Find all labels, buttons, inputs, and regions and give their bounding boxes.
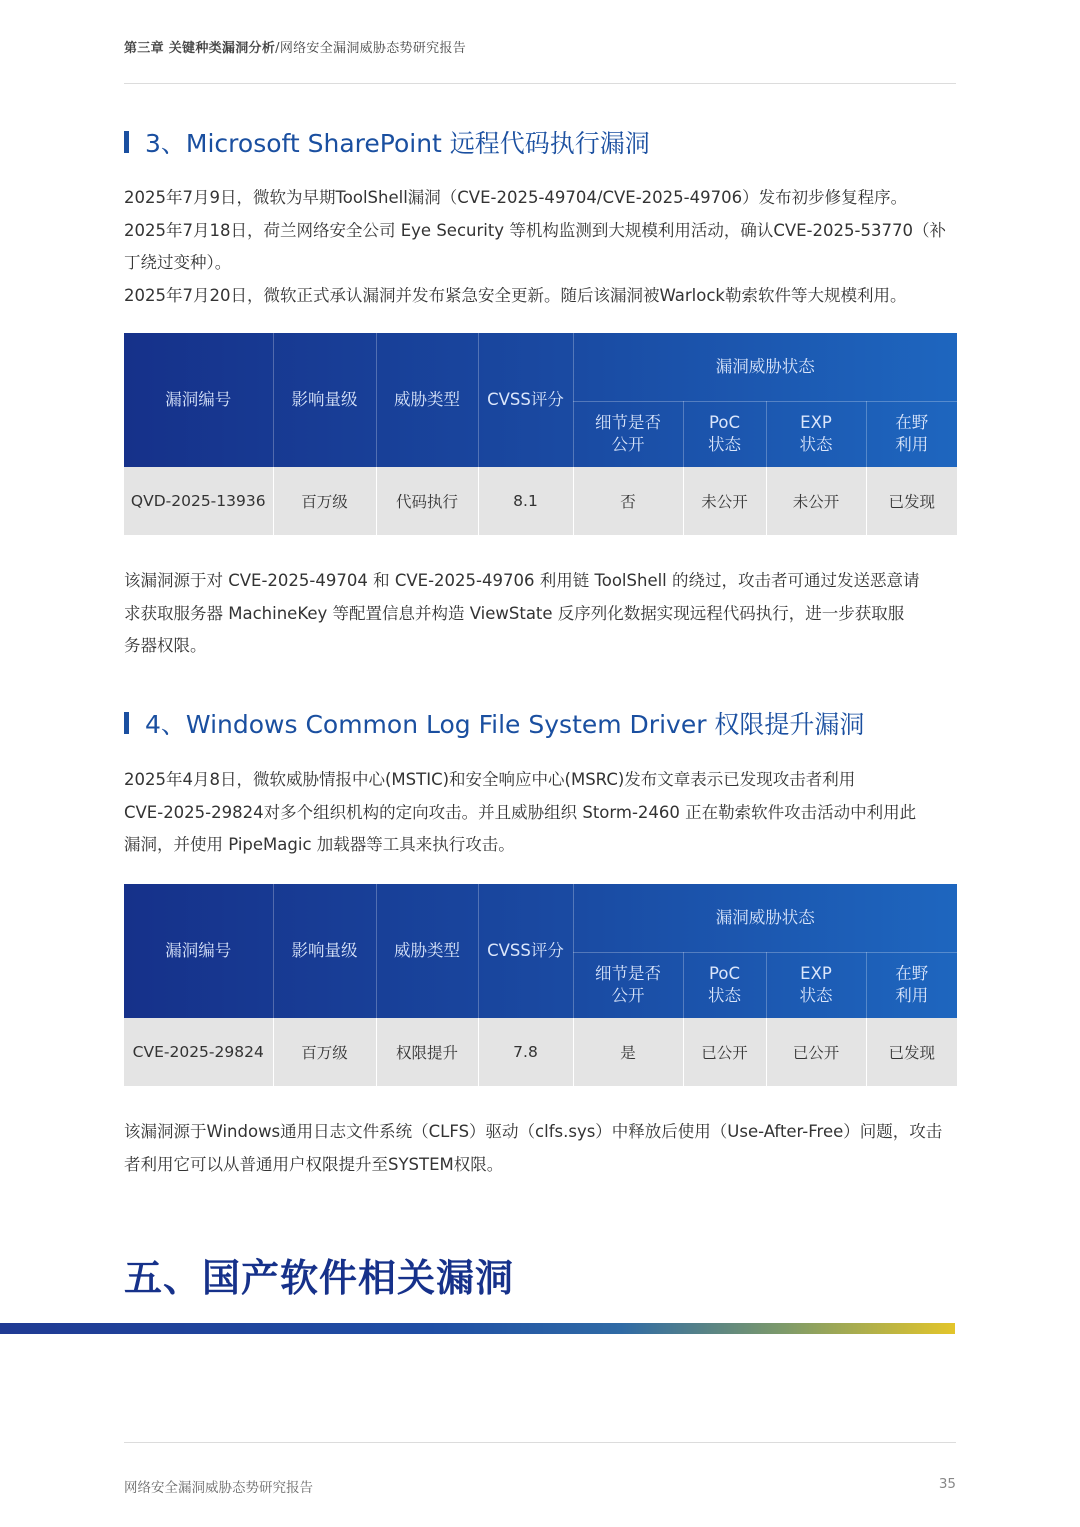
- col-header-threat-type: 威胁类型: [376, 884, 478, 1018]
- cell-poc-status: 已公开: [683, 1018, 766, 1086]
- header-line: PoC: [709, 413, 740, 433]
- header-line: 细节是否: [595, 413, 661, 433]
- col-header-details-public: [573, 401, 683, 467]
- header-divider: [124, 83, 956, 84]
- header-line: EXP: [800, 964, 832, 984]
- chapter-5-heading: 五、国产软件相关漏洞: [124, 1256, 515, 1300]
- header-line: 状态: [708, 986, 741, 1006]
- header-line: 在野: [895, 964, 929, 984]
- table-row: [124, 1018, 957, 1086]
- cell-details-public: 否: [573, 467, 683, 535]
- cell-exp-status: 未公开: [766, 467, 866, 535]
- cell-threat-type: 权限提升: [376, 1018, 478, 1086]
- cell-cvss-score: 7.8: [478, 1018, 573, 1086]
- col-group-threat-status: 漏洞威胁状态: [715, 907, 815, 927]
- vulnerability-table-clfs: [124, 884, 957, 1086]
- cell-impact-scale: 百万级: [273, 467, 376, 535]
- paragraph-line: 2025年7月20日，微软正式承认漏洞并发布紧急安全更新。随后该漏洞被Warlock勒索软件等大规模利用。: [124, 285, 907, 305]
- paragraph-line: 丁绕过变种）。: [124, 253, 232, 272]
- col-header-cvss-score: CVSS评分: [478, 333, 573, 467]
- header-line: 公开: [611, 435, 645, 455]
- cell-details-public: 是: [573, 1018, 683, 1086]
- paragraph-line: 该漏洞源于Windows通用日志文件系统（CLFS）驱动（clfs.sys）中释放后使用（Use-After-Free）问题，攻击: [124, 1122, 943, 1141]
- cell-impact-scale: 百万级: [273, 1018, 376, 1086]
- section-4-title-text: 4、Windows Common Log File System Driver 权限提升漏洞: [145, 710, 865, 739]
- vulnerability-table-sharepoint: [124, 333, 957, 535]
- footer-report-title: 网络安全漏洞威胁态势研究报告: [124, 1480, 313, 1496]
- paragraph-line: 2025年7月18日，荷兰网络安全公司 Eye Security 等机构监测到大规模利用活动，确认CVE-2025-53770（补: [124, 220, 946, 240]
- col-header-exp-status: [766, 952, 866, 1018]
- header-line: 细节是否: [595, 964, 661, 984]
- section-4-description: [124, 1116, 960, 1181]
- page-number: 35: [938, 1476, 956, 1492]
- paragraph-line: 求获取服务器 MachineKey 等配置信息并构造 ViewState 反序列化数据实现远程代码执行，进一步获取服: [124, 603, 905, 623]
- cell-exp-status: 已公开: [766, 1018, 866, 1086]
- paragraph-line: 务器权限。: [124, 636, 207, 655]
- cell-in-the-wild: 已发现: [866, 1018, 957, 1086]
- header-line: 状态: [708, 435, 741, 455]
- header-line: 利用: [895, 986, 929, 1006]
- col-header-vuln-id: 漏洞编号: [124, 333, 273, 467]
- col-header-in-the-wild: [866, 401, 957, 467]
- col-header-vuln-id: 漏洞编号: [124, 884, 273, 1018]
- header-line: 在野: [895, 413, 929, 433]
- cell-threat-type: 代码执行: [376, 467, 478, 535]
- col-header-poc-status: [683, 401, 766, 467]
- cell-cvss-score: 8.1: [478, 467, 573, 535]
- header-chapter: 第三章 关键种类漏洞分析: [124, 41, 276, 56]
- col-group-threat-status: 漏洞威胁状态: [715, 356, 815, 376]
- header-line: 利用: [895, 435, 929, 455]
- paragraph-line: 2025年7月9日，微软为早期ToolShell漏洞（CVE-2025-49704/CVE-2025-49706）发布初步修复程序。: [124, 188, 908, 207]
- col-header-details-public: [573, 952, 683, 1018]
- table-row: [124, 467, 957, 535]
- section-3-intro: [124, 182, 960, 312]
- header-line: PoC: [709, 964, 740, 984]
- header-line: EXP: [800, 413, 832, 433]
- section-3-title-text: 3、Microsoft SharePoint 远程代码执行漏洞: [145, 129, 650, 158]
- col-header-impact-scale: 影响量级: [273, 333, 376, 467]
- col-header-threat-type: 威胁类型: [376, 333, 478, 467]
- col-header-exp-status: [766, 401, 866, 467]
- paragraph-line: 该漏洞源于对 CVE-2025-49704 和 CVE-2025-49706 利用链 ToolShell 的绕过，攻击者可通过发送恶意请: [124, 571, 920, 590]
- header-line: 状态: [799, 986, 833, 1006]
- col-header-poc-status: [683, 952, 766, 1018]
- cell-poc-status: 未公开: [683, 467, 766, 535]
- section-marker: [124, 712, 129, 734]
- cell-vuln-id: QVD-2025-13936: [124, 467, 273, 535]
- section-4-title: [124, 708, 864, 738]
- paragraph-line: 漏洞，并使用 PipeMagic 加载器等工具来执行攻击。: [124, 835, 515, 854]
- col-header-cvss-score: CVSS评分: [478, 884, 573, 1018]
- paragraph-line: 者利用它可以从普通用户权限提升至SYSTEM权限。: [124, 1154, 504, 1174]
- paragraph-line: 2025年4月8日，微软威胁情报中心(MSTIC)和安全响应中心(MSRC)发布文章表示已发现攻击者利用: [124, 770, 856, 789]
- section-4-intro: [124, 764, 960, 862]
- header-line: 状态: [799, 435, 833, 455]
- col-header-impact-scale: 影响量级: [273, 884, 376, 1018]
- chapter-gradient-bar: [0, 1323, 955, 1334]
- section-3-description: [124, 565, 960, 663]
- section-3-title: [124, 127, 650, 157]
- section-marker: [124, 131, 129, 153]
- header-line: 公开: [611, 986, 645, 1006]
- footer-divider: [124, 1442, 956, 1443]
- cell-in-the-wild: 已发现: [866, 467, 957, 535]
- running-header: [124, 37, 466, 56]
- col-header-in-the-wild: [866, 952, 957, 1018]
- header-report-title: 网络安全漏洞威胁态势研究报告: [279, 41, 467, 56]
- cell-vuln-id: CVE-2025-29824: [124, 1018, 273, 1086]
- paragraph-line: CVE-2025-29824对多个组织机构的定向攻击。并且威胁组织 Storm-2460 正在勒索软件攻击活动中利用此: [124, 802, 917, 822]
- header-separator: /: [275, 41, 280, 56]
